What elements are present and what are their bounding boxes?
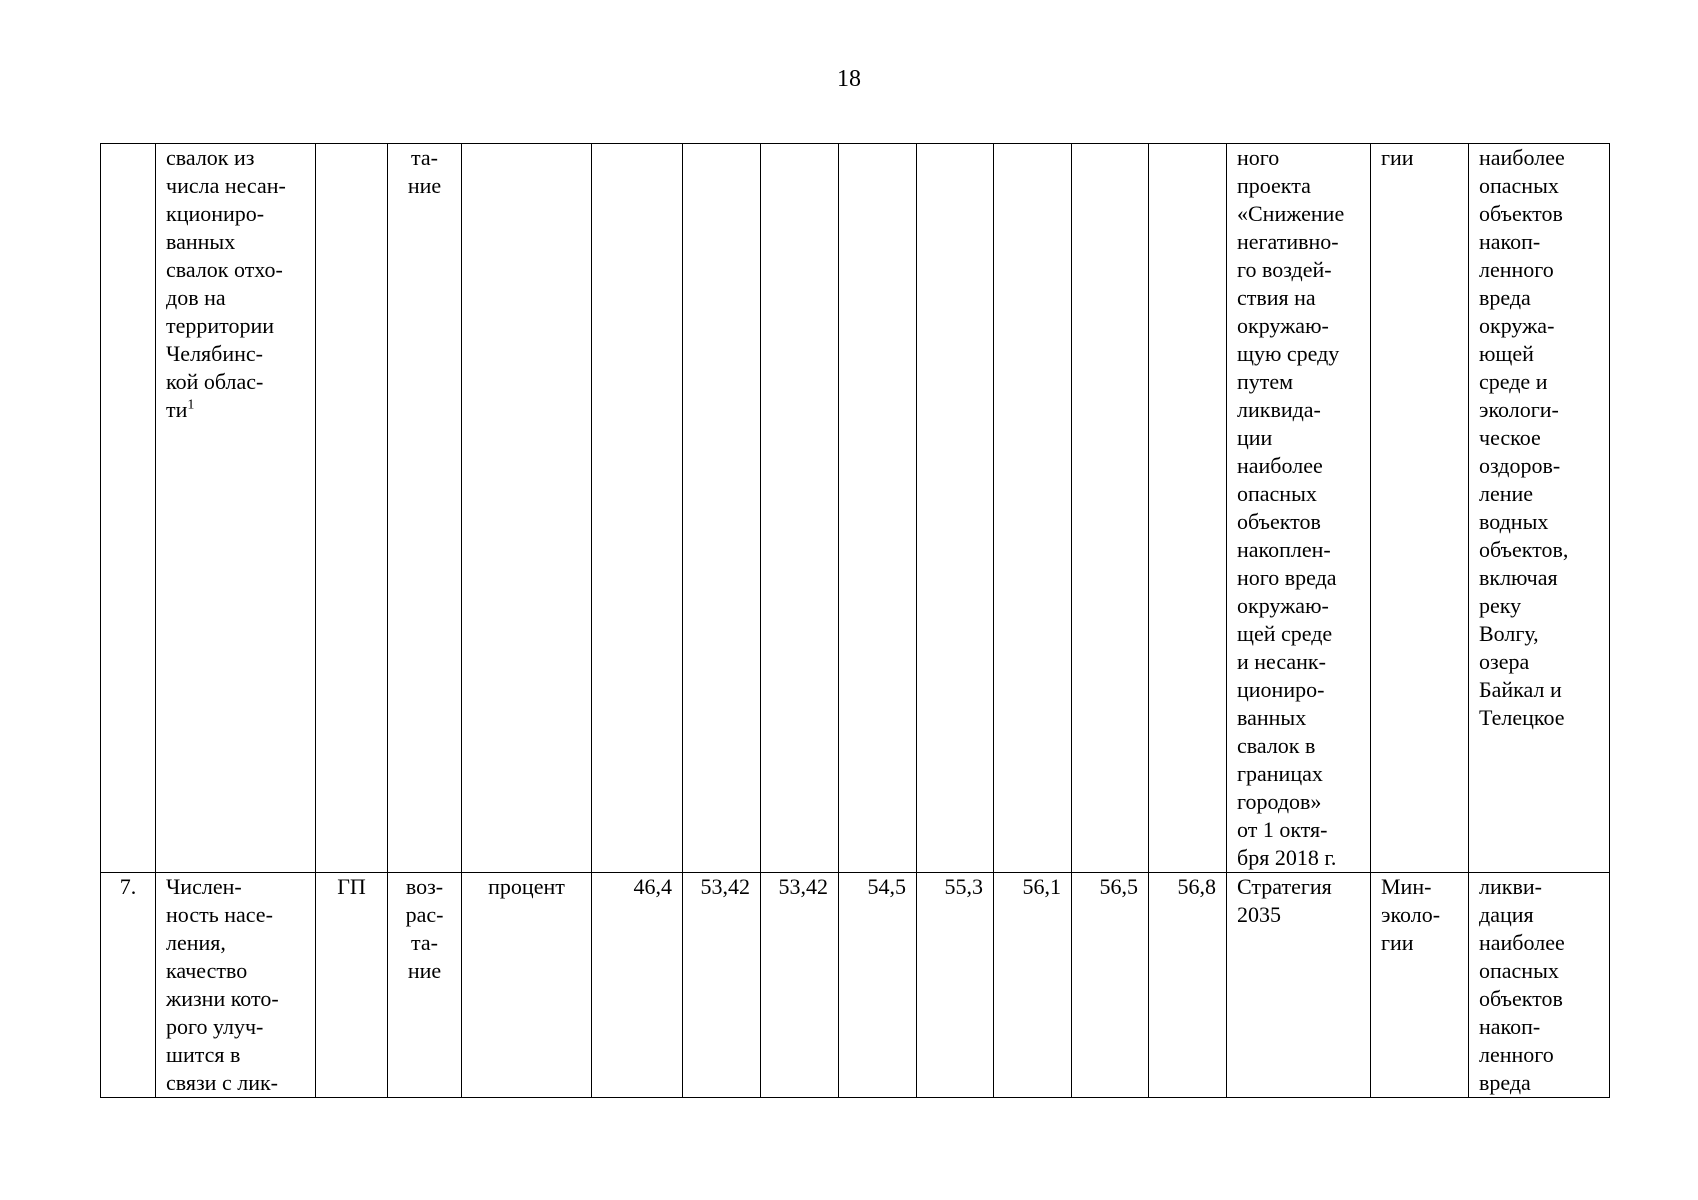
- source-document-line: щей среде: [1237, 621, 1333, 646]
- result-line: опасных: [1479, 958, 1559, 983]
- result-cell: [1469, 144, 1610, 873]
- value-cell: [683, 873, 761, 1098]
- source-document-line: от 1 октя-: [1237, 817, 1328, 842]
- direction-line: та-: [411, 145, 438, 170]
- result-line: накоп-: [1479, 1014, 1541, 1039]
- value-cell: [592, 873, 683, 1098]
- indicator-name-line: ванных: [166, 229, 236, 254]
- value-cell: [917, 144, 994, 873]
- source-document-line: щую среду: [1237, 341, 1340, 366]
- result-line: окружа-: [1479, 313, 1555, 338]
- source-document-line: наиболее: [1237, 453, 1323, 478]
- value-cell: [1149, 144, 1227, 873]
- responsible-cell: [1371, 873, 1469, 1098]
- source-document-line: окружаю-: [1237, 593, 1329, 618]
- value-cell: [994, 144, 1072, 873]
- result-line: экологи-: [1479, 397, 1559, 422]
- result-line: Волгу,: [1479, 621, 1539, 646]
- indicator-name-line: качество: [166, 958, 248, 983]
- indicator-type-cell: [316, 144, 388, 873]
- result-line: дация: [1479, 902, 1534, 927]
- source-document-line: городов»: [1237, 789, 1322, 814]
- responsible-line: гии: [1381, 930, 1414, 955]
- source-document-line: негативно-: [1237, 229, 1339, 254]
- source-document-line: циониро-: [1237, 677, 1325, 702]
- indicator-name-line: кой облас-: [166, 369, 264, 394]
- indicator-name-line: ность насе-: [166, 902, 273, 927]
- source-document-line: ции: [1237, 425, 1273, 450]
- responsible-line: гии: [1381, 145, 1414, 170]
- table-row: [101, 144, 1610, 873]
- result-line: объектов: [1479, 201, 1563, 226]
- direction-line: воз-: [405, 874, 444, 899]
- unit-cell: [462, 144, 592, 873]
- source-document-line: ного вреда: [1237, 565, 1337, 590]
- value-cell: [761, 144, 839, 873]
- indicator-value: 56,1: [1022, 874, 1061, 899]
- row-number-cell: [101, 873, 156, 1098]
- result-line: объектов,: [1479, 537, 1569, 562]
- indicator-value: 54,5: [867, 874, 906, 899]
- source-document-line: ликвида-: [1237, 397, 1321, 422]
- result-line: опасных: [1479, 173, 1559, 198]
- indicator-value: 53,42: [700, 874, 750, 899]
- direction-line: ние: [407, 173, 442, 198]
- result-line: объектов: [1479, 986, 1563, 1011]
- result-line: вреда: [1479, 1070, 1531, 1095]
- result-line: ческое: [1479, 425, 1541, 450]
- result-line: ленного: [1479, 1042, 1554, 1067]
- indicator-name-line: свалок из: [166, 145, 255, 170]
- result-line: Байкал и: [1479, 677, 1562, 702]
- value-cell: [917, 873, 994, 1098]
- source-document-line: путем: [1237, 369, 1294, 394]
- result-line: оздоров-: [1479, 453, 1561, 478]
- source-document-line: накоплен-: [1237, 537, 1331, 562]
- result-line: озера: [1479, 649, 1530, 674]
- footnote-marker: 1: [187, 397, 195, 413]
- result-line: водных: [1479, 509, 1549, 534]
- source-document-line: го воздей-: [1237, 257, 1332, 282]
- indicator-name-line: территории: [166, 313, 275, 338]
- source-document-cell: [1227, 144, 1371, 873]
- source-document-line: проекта: [1237, 173, 1311, 198]
- result-line: среде и: [1479, 369, 1548, 394]
- value-cell: [1149, 873, 1227, 1098]
- value-cell: [1072, 873, 1149, 1098]
- source-document-line: и несанк-: [1237, 649, 1326, 674]
- source-document-line: опасных: [1237, 481, 1317, 506]
- result-line: наиболее: [1479, 145, 1565, 170]
- result-line: ликви-: [1479, 874, 1542, 899]
- indicator-name-line: ти$^1$: [166, 397, 195, 422]
- responsible-line: эколо-: [1381, 902, 1441, 927]
- result-line: ющей: [1479, 341, 1534, 366]
- indicator-name-line: шится в: [166, 1042, 241, 1067]
- page-number: 18: [837, 66, 861, 92]
- source-document-cell: [1227, 873, 1371, 1098]
- indicator-value: 56,5: [1099, 874, 1138, 899]
- value-cell: [839, 873, 917, 1098]
- indicator-value: 53,42: [778, 874, 828, 899]
- value-cell: [1072, 144, 1149, 873]
- direction-cell: [388, 873, 462, 1098]
- indicator-name-line: ления,: [166, 930, 226, 955]
- source-document-line: окружаю-: [1237, 313, 1329, 338]
- result-line: накоп-: [1479, 229, 1541, 254]
- source-document-line: Стратегия: [1237, 874, 1332, 899]
- row-number-cell: [101, 144, 156, 873]
- result-line: вреда: [1479, 285, 1531, 310]
- indicator-name-line: дов на: [166, 285, 226, 310]
- direction-line: ние: [407, 958, 442, 983]
- indicator-name-line: жизни кото-: [166, 986, 279, 1011]
- source-document-line: бря 2018 г.: [1237, 845, 1337, 870]
- value-cell: [994, 873, 1072, 1098]
- unit-cell: [462, 873, 592, 1098]
- result-line: наиболее: [1479, 930, 1565, 955]
- direction-line: та-: [411, 930, 438, 955]
- indicator-value: 46,4: [633, 874, 672, 899]
- source-document-line: объектов: [1237, 509, 1321, 534]
- unit-value: процент: [488, 874, 565, 899]
- value-cell: [683, 144, 761, 873]
- indicator-name-cell: [156, 873, 316, 1098]
- indicator-name-line: числа несан-: [166, 173, 286, 198]
- result-line: реку: [1479, 593, 1522, 618]
- value-cell: [761, 873, 839, 1098]
- result-cell: [1469, 873, 1610, 1098]
- source-document-line: 2035: [1237, 902, 1281, 927]
- source-document-line: ванных: [1237, 705, 1307, 730]
- indicator-name-line: свалок отхо-: [166, 257, 283, 282]
- indicators-table: [100, 143, 1610, 1098]
- indicator-name-cell: [156, 144, 316, 873]
- indicator-value: 55,3: [944, 874, 983, 899]
- value-cell: [839, 144, 917, 873]
- result-line: включая: [1479, 565, 1558, 590]
- result-line: ленного: [1479, 257, 1554, 282]
- source-document-line: границах: [1237, 761, 1323, 786]
- source-document-line: ствия на: [1237, 285, 1316, 310]
- row-number: 7.: [119, 874, 137, 899]
- responsible-cell: [1371, 144, 1469, 873]
- indicator-type: ГП: [337, 874, 366, 899]
- responsible-line: Мин-: [1381, 874, 1432, 899]
- result-line: ление: [1479, 481, 1534, 506]
- result-line: Телецкое: [1479, 705, 1565, 730]
- indicator-name-line: рого улуч-: [166, 1014, 264, 1039]
- value-cell: [592, 144, 683, 873]
- source-document-line: «Снижение: [1237, 201, 1345, 226]
- source-document-line: свалок в: [1237, 733, 1316, 758]
- indicator-name-line: связи с лик-: [166, 1070, 278, 1095]
- indicator-type-cell: [316, 873, 388, 1098]
- table-row: [101, 873, 1610, 1098]
- direction-line: рас-: [405, 902, 444, 927]
- direction-cell: [388, 144, 462, 873]
- indicator-name-line: кциониро-: [166, 201, 265, 226]
- indicator-name-line: Челябинс-: [166, 341, 263, 366]
- indicator-name-line: Числен-: [166, 874, 242, 899]
- source-document-line: ного: [1237, 145, 1280, 170]
- indicator-value: 56,8: [1177, 874, 1216, 899]
